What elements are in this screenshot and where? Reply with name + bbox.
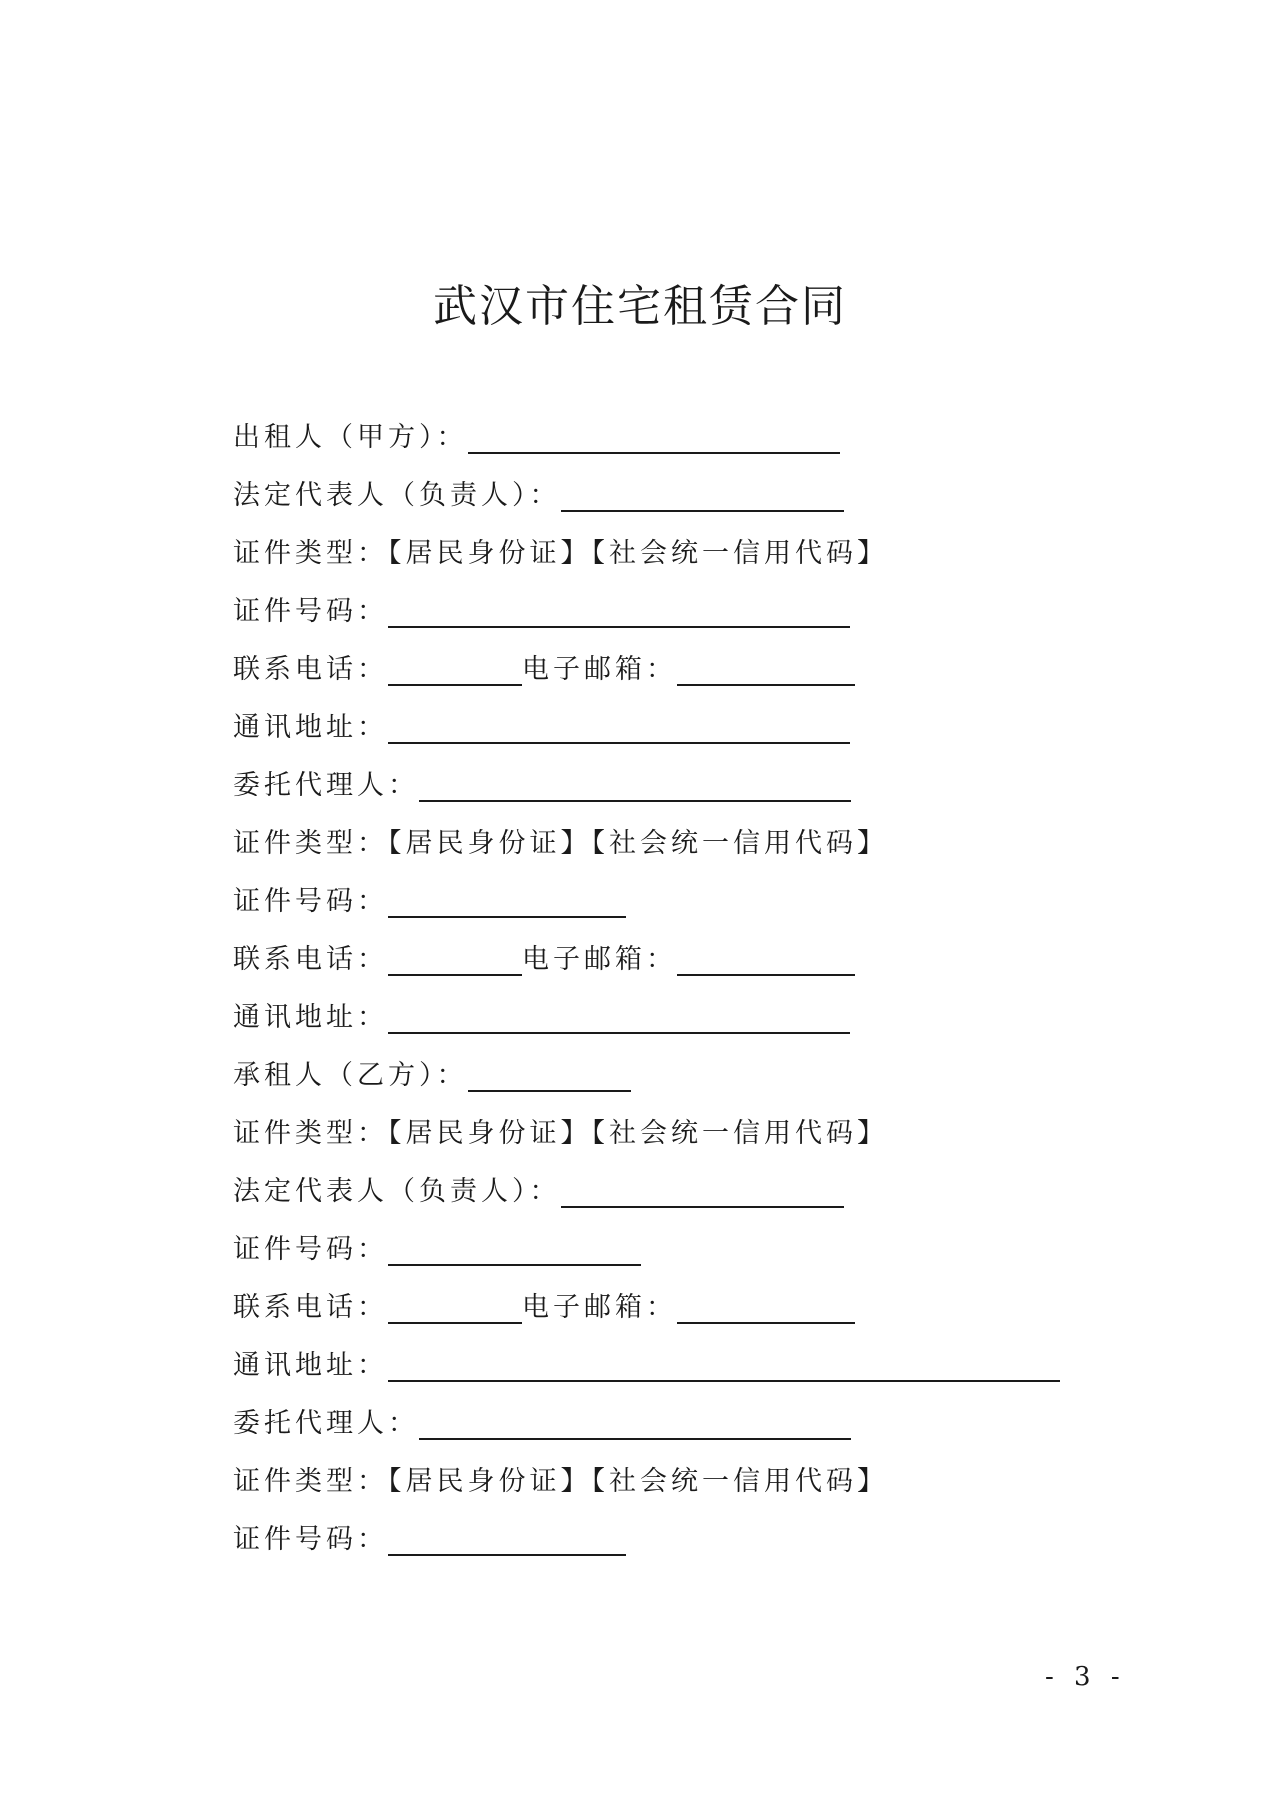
lessee-agent-blank[interactable] bbox=[419, 1408, 851, 1440]
lessor-agent-phone-blank[interactable] bbox=[388, 944, 522, 976]
lessor-legal-rep-blank[interactable] bbox=[561, 480, 844, 512]
lessor-agent-address-row bbox=[233, 998, 850, 1038]
lessee-legal-rep-label: 法定代表人（负责人）： bbox=[233, 1176, 561, 1207]
lessee-agent-label: 委托代理人： bbox=[233, 1408, 419, 1439]
lessor-agent-row bbox=[233, 766, 851, 806]
lessor-address-blank[interactable] bbox=[388, 712, 850, 744]
lessee-legal-rep-blank[interactable] bbox=[561, 1176, 844, 1208]
lessee-id-number-label: 证件号码： bbox=[233, 1234, 388, 1265]
lessor-agent-id-number-row bbox=[233, 882, 626, 922]
lessor-phone-blank[interactable] bbox=[388, 654, 522, 686]
lessor-id-type-label: 证件类型：【居民身份证】【社会统一信用代码】 bbox=[233, 538, 888, 569]
lessor-id-number-row bbox=[233, 592, 850, 632]
lessee-id-number-row bbox=[233, 1230, 641, 1270]
lessor-address-row bbox=[233, 708, 850, 748]
lessor-agent-blank[interactable] bbox=[419, 770, 851, 802]
lessor-email-blank[interactable] bbox=[677, 654, 855, 686]
lessor-id-type-row bbox=[233, 534, 888, 574]
lessee-email-blank[interactable] bbox=[677, 1292, 855, 1324]
lessee-agent-id-type-row bbox=[233, 1462, 888, 1502]
document-title: 武汉市住宅租赁合同 bbox=[433, 281, 847, 332]
lessee-phone-label: 联系电话： bbox=[233, 1292, 388, 1323]
lessor-agent-id-type-row bbox=[233, 824, 888, 864]
lessor-legal-rep-label: 法定代表人（负责人）： bbox=[233, 480, 561, 511]
lessor-agent-address-blank[interactable] bbox=[388, 1002, 850, 1034]
lessor-agent-phone-label: 联系电话： bbox=[233, 944, 388, 975]
lessor-legal-rep-row bbox=[233, 476, 844, 516]
lessee-id-number-blank[interactable] bbox=[388, 1234, 641, 1266]
lessor-agent-id-number-blank[interactable] bbox=[388, 886, 626, 918]
lessee-agent-id-number-row bbox=[233, 1520, 626, 1560]
lessor-contact-row bbox=[233, 650, 855, 690]
lessee-blank[interactable] bbox=[468, 1060, 631, 1092]
lessor-agent-id-number-label: 证件号码： bbox=[233, 886, 388, 917]
lessor-row bbox=[233, 418, 840, 458]
lessor-agent-email-label: 电子邮箱： bbox=[522, 944, 677, 975]
lessee-agent-row bbox=[233, 1404, 851, 1444]
lessor-id-number-label: 证件号码： bbox=[233, 596, 388, 627]
lessor-email-label: 电子邮箱： bbox=[522, 654, 677, 685]
lessee-row bbox=[233, 1056, 631, 1096]
lessee-agent-id-number-label: 证件号码： bbox=[233, 1524, 388, 1555]
lessor-agent-label: 委托代理人： bbox=[233, 770, 419, 801]
lessor-agent-address-label: 通讯地址： bbox=[233, 1002, 388, 1033]
page-number: - 3 - bbox=[1045, 1662, 1126, 1692]
lessor-id-number-blank[interactable] bbox=[388, 596, 850, 628]
lessor-blank[interactable] bbox=[468, 422, 840, 454]
lessee-address-row bbox=[233, 1346, 1060, 1386]
lessee-address-label: 通讯地址： bbox=[233, 1350, 388, 1381]
lessee-id-type-label: 证件类型：【居民身份证】【社会统一信用代码】 bbox=[233, 1118, 888, 1149]
lessor-phone-label: 联系电话： bbox=[233, 654, 388, 685]
lessor-agent-email-blank[interactable] bbox=[677, 944, 855, 976]
lessor-label: 出租人（甲方）： bbox=[233, 422, 468, 453]
lessor-agent-contact-row bbox=[233, 940, 855, 980]
lessee-agent-id-number-blank[interactable] bbox=[388, 1524, 626, 1556]
lessee-contact-row bbox=[233, 1288, 855, 1328]
lessee-legal-rep-row bbox=[233, 1172, 844, 1212]
lessor-agent-id-type-label: 证件类型：【居民身份证】【社会统一信用代码】 bbox=[233, 828, 888, 859]
lessor-address-label: 通讯地址： bbox=[233, 712, 388, 743]
lessee-address-blank[interactable] bbox=[388, 1350, 1060, 1382]
lessee-agent-id-type-label: 证件类型：【居民身份证】【社会统一信用代码】 bbox=[233, 1466, 888, 1497]
lessee-email-label: 电子邮箱： bbox=[522, 1292, 677, 1323]
lessee-label: 承租人（乙方）： bbox=[233, 1060, 468, 1091]
lessee-id-type-row bbox=[233, 1114, 888, 1154]
lessee-phone-blank[interactable] bbox=[388, 1292, 522, 1324]
